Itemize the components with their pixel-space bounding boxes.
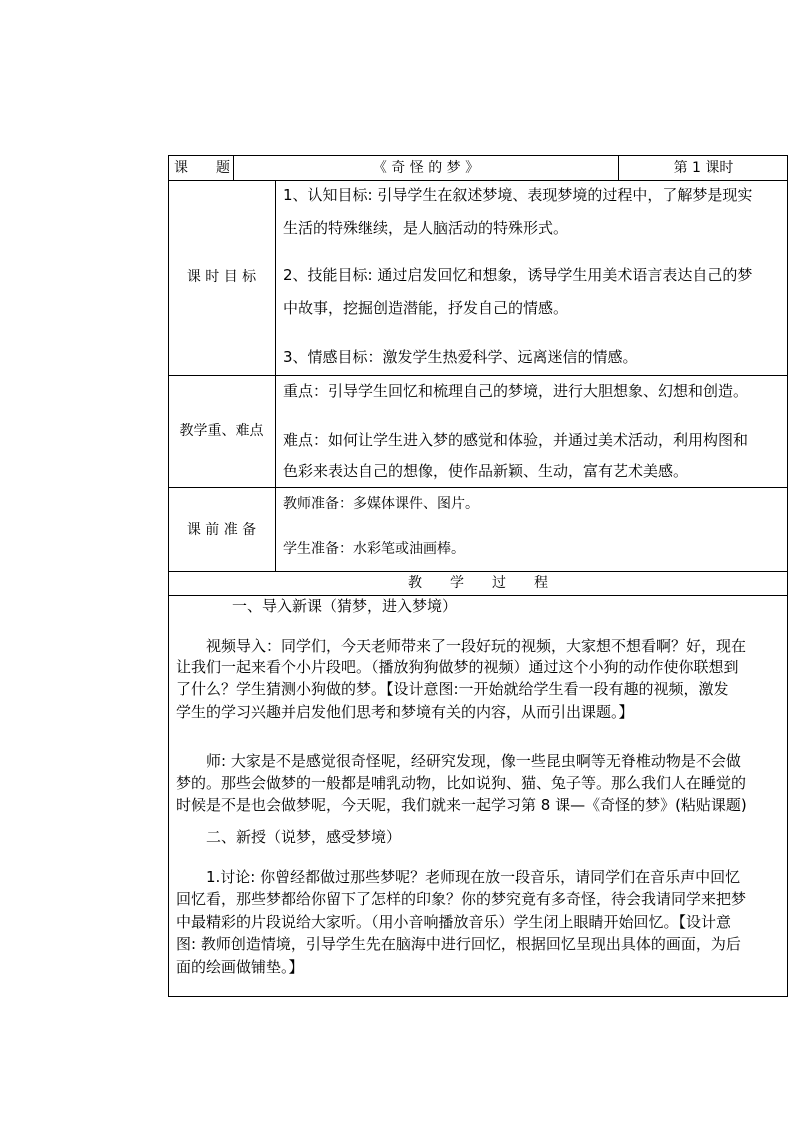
process-header: 教 学 过 程 <box>408 575 548 591</box>
topic-label: 课 题 <box>174 160 230 176</box>
paragraph-line: 学生的学习兴趣并启发他们思考和梦境有关的内容，从而引出课题。】 <box>176 703 634 721</box>
difficulty-text: 色彩来表达自己的想像，使作品新颖、生动，富有艺术美感。 <box>283 462 689 480</box>
difficulty-text: 难点：如何让学生进入梦的感觉和体验，并通过美术活动，利用构图和 <box>283 431 749 449</box>
col-divider <box>275 180 276 572</box>
paragraph-line: 时候是不是也会做梦呢，今天呢，我们就来一起学习第 8 课—《奇怪的梦》(粘贴课题) <box>176 796 747 814</box>
paragraph-line: 面的绘画做铺垫。】 <box>176 958 304 976</box>
objective-text: 3、情感目标：激发学生热爱科学、远离迷信的情感。 <box>283 348 638 366</box>
section-title: 一、导入新课（猜梦，进入梦境） <box>232 597 458 615</box>
teacher-prep: 教师准备：多媒体课件、图片。 <box>283 496 479 512</box>
preparation-label: 课 前 准 备 <box>186 522 257 538</box>
row-divider <box>168 571 788 572</box>
paragraph-line: 图: 教师创造情境，引导学生先在脑海中进行回忆，根据回忆呈现出具体的画面，为后 <box>176 935 741 953</box>
objective-text: 中故事，挖掘创造潜能，抒发自己的情感。 <box>283 299 569 317</box>
row-divider <box>168 375 788 376</box>
objective-text: 生活的特殊继续，是人脑活动的特殊形式。 <box>283 219 569 237</box>
paragraph-line: 让我们一起来看个小片段吧。（播放狗狗做梦的视频）通过这个小狗的动作使你联想到 <box>176 658 739 676</box>
objectives-label: 课 时 目 标 <box>186 269 257 285</box>
paragraph-line: 了什么？学生猜测小狗做的梦。【设计意图:一开始就给学生看一段有趣的视频，激发 <box>176 680 729 698</box>
objective-text: 1、认知目标: 引导学生在叙述梦境、表现梦境的过程中，了解梦是现实 <box>283 186 753 204</box>
paragraph-line: 梦的。那些会做梦的一般都是哺乳动物，比如说狗、猫、兔子等。那么我们人在睡觉的 <box>176 774 747 792</box>
paragraph-line: 师: 大家是不是感觉很奇怪呢，经研究发现，像一些昆虫啊等无脊椎动物是不会做 <box>206 752 741 770</box>
keypoint-text: 重点：引导学生回忆和梳理自己的梦境，进行大胆想象、幻想和创造。 <box>283 382 749 400</box>
row-divider <box>168 180 788 181</box>
keypoints-label: 教学重、难点 <box>179 423 264 439</box>
paragraph-line: 中最精彩的片段说给大家听。（用小音响播放音乐）学生闭上眼睛开始回忆。【设计意 <box>176 913 732 931</box>
objective-text: 2、技能目标: 通过启发回忆和想象，诱导学生用美术语言表达自己的梦 <box>283 266 753 284</box>
row-divider <box>168 595 788 596</box>
paragraph-line: 回忆看，那些梦都给你留下了怎样的印象？你的梦究竟有多奇怪，待会我请同学来把梦 <box>176 890 747 908</box>
period-label: 第 1 课时 <box>673 160 734 176</box>
paragraph-line: 1.讨论: 你曾经都做过那些梦呢？老师现在放一段音乐，请同学们在音乐声中回忆 <box>206 868 741 886</box>
row-divider <box>168 487 788 488</box>
paragraph-line: 视频导入：同学们，今天老师带来了一段好玩的视频，大家想不想看啊？好，现在 <box>206 637 747 655</box>
lesson-title: 《 奇 怪 的 梦 》 <box>372 160 480 176</box>
section-title: 二、新授（说梦，感受梦境） <box>206 828 402 846</box>
student-prep: 学生准备：水彩笔或油画棒。 <box>283 541 465 557</box>
lesson-plan-table <box>168 155 788 997</box>
